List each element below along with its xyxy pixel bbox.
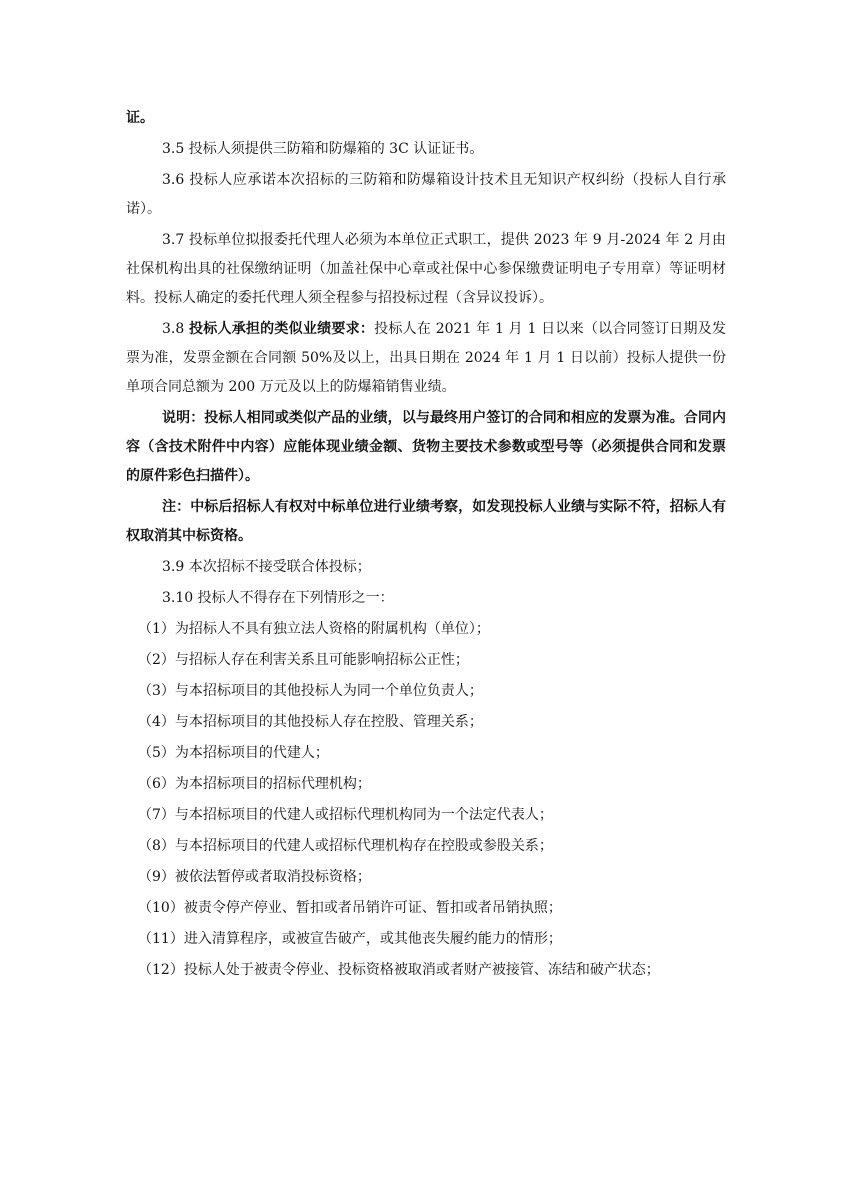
note-remark: 注：中标后招标人有权对中标单位进行业绩考察，如发现投标人业绩与实际不符，招标人有权取消其中标资格。 [126,499,726,544]
list-item: （6）为本招标项目的招标代理机构； [138,776,371,792]
list-item: （12）投标人处于被责令停业、投标资格被取消或者财产被接管、冻结和破产状态； [138,962,660,978]
list-item: （4）与本招标项目的其他投标人存在控股、管理关系； [138,714,483,730]
list-item: （5）为本招标项目的代建人； [138,745,329,761]
paragraph-3-9: 3.9 本次招标不接受联合体投标； [162,559,371,575]
paragraph-3-8-body: 投标人在 2021 年 1 月 1 日以来（以合同签订日期及发票为准，发票金额在合同额 50%及以上，出具日期在 2024 年 1 月 1 日以前）投标人提供一份单项合同总额为 200 万元及以上的防爆箱销售业绩。 [126,321,727,395]
list-item: （10）被责令停产停业、暂扣或者吊销许可证、暂扣或者吊销执照； [138,900,562,916]
list-item: （3）与本招标项目的其他投标人为同一个单位负责人； [138,683,483,699]
list-item: （1）为招标人不具有独立法人资格的附属机构（单位）； [138,621,490,637]
paragraph-3-8 [126,315,726,402]
paragraph-3-7: 3.7 投标单位拟报委托代理人必须为本单位正式职工，提供 2023 年 9 月-2024 年 2 月由社保机构出具的社保缴纳证明（加盖社保中心章或社保中心参保缴费证明电子专用章）等证明材料。投标人确定的委托代理人须全程参与招投标过程（含异议投诉）。 [126,232,726,306]
paragraph-3-10: 3.10 投标人不得存在下列情形之一： [162,590,394,606]
list-item: （7）与本招标项目的代建人或招标代理机构同为一个法定代表人； [138,807,553,823]
document-body [126,104,726,985]
paragraph-3-5: 3.5 投标人须提供三防箱和防爆箱的 3C 认证证书。 [162,141,484,157]
list-item: （8）与本招标项目的代建人或招标代理机构存在控股或参股关系； [138,838,553,854]
list-item: （9）被依法暂停或者取消投标资格； [138,869,371,885]
paragraph-3-6: 3.6 投标人应承诺本次招标的三防箱和防爆箱设计技术且无知识产权纠纷（投标人自行承诺）。 [126,172,726,217]
paragraph-3-8-heading: 投标人承担的类似业绩要求： [188,321,375,337]
paragraph-continuation: 证。 [126,110,154,126]
paragraph-3-8-number: 3.8 [162,321,189,337]
list-item: （2）与招标人存在利害关系且可能影响招标公正性； [138,652,469,668]
note-explanation: 说明：投标人相同或类似产品的业绩，以与最终用户签订的合同和相应的发票为准。合同内容（含技术附件中内容）应能体现业绩金额、货物主要技术参数或型号等（必须提供合同和发票的原件彩色扫描件）。 [126,410,726,484]
list-item: （11）进入清算程序，或被宣告破产，或其他丧失履约能力的情形； [138,931,562,947]
